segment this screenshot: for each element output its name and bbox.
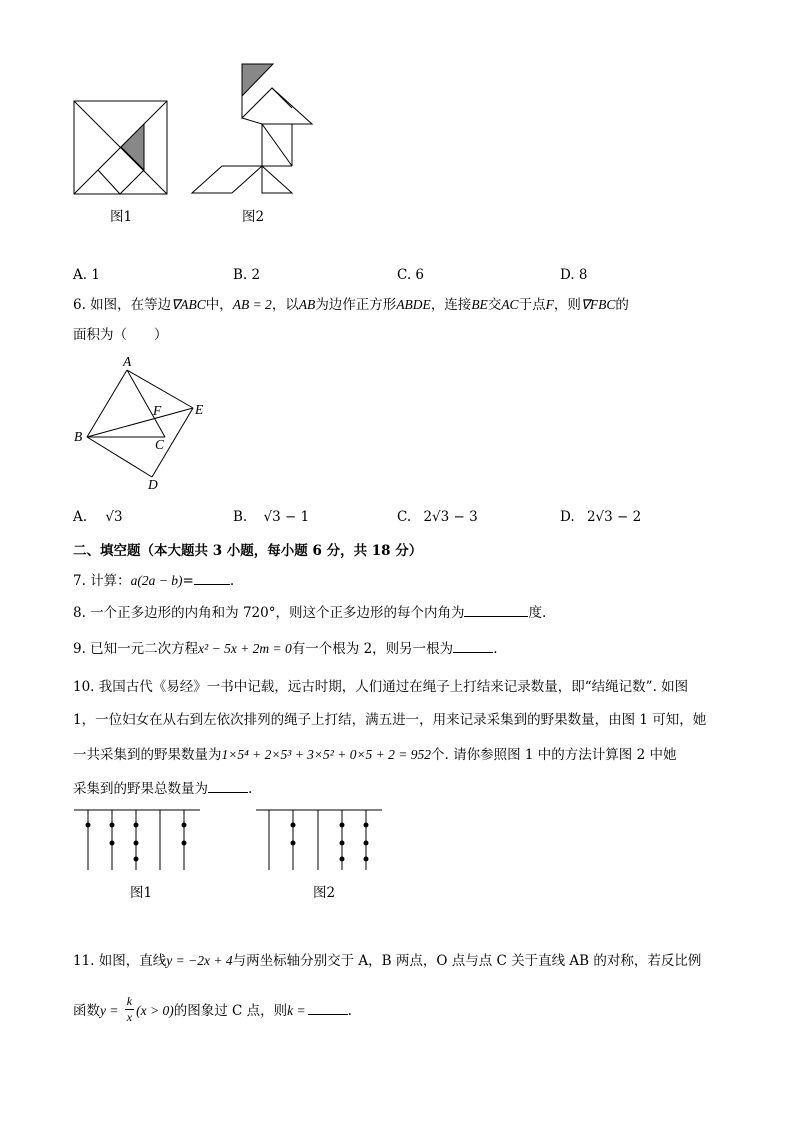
- q8: 8. 一个正多边形的内角和为 720°，则这个正多边形的每个内角为 度.: [73, 605, 547, 621]
- q10-line1: 10. 我国古代《易经》一书中记载，远古时期，人们通过在绳子上打结来记录数量，即“结绳记数”. 如图: [73, 679, 689, 695]
- point-f-label: F: [153, 403, 162, 418]
- q11-answer-blank[interactable]: [308, 1002, 348, 1015]
- fig1-label: 图1: [110, 209, 133, 225]
- point-d-label: D: [148, 477, 158, 492]
- knot-fig2-label: 图2: [313, 885, 336, 901]
- point-a-label: A: [123, 354, 132, 369]
- knot-fig1-label: 图1: [130, 885, 153, 901]
- q6-option-c[interactable]: C. 2√3 − 3: [397, 509, 478, 525]
- q6-option-a[interactable]: A. √3: [73, 509, 123, 525]
- q7: 7. 计算：a(2a − b)= .: [73, 573, 235, 589]
- q6-option-b[interactable]: B. √3 − 1: [233, 509, 310, 525]
- q5-option-c[interactable]: C. 6: [397, 267, 425, 283]
- q10-line2: 1，一位妇女在从右到左依次排列的绳子上打结，满五进一，用来记录采集到的野果数量，由图 1 可知，她: [73, 712, 707, 728]
- point-c-label: C: [155, 437, 165, 452]
- q10-line3: 一共采集到的野果数量为1×5⁴ + 2×5³ + 3×5² + 0×5 + 2 = 952个. 请你参照图 1 中的方法计算图 2 中她: [73, 747, 677, 763]
- q5-option-a[interactable]: A. 1: [73, 267, 100, 283]
- q5-option-b[interactable]: B. 2: [233, 267, 261, 283]
- q6-stem-line2: 面积为（ ）: [73, 327, 168, 343]
- point-b-label: B: [74, 429, 83, 444]
- q11-line2: 函数y = $\frac{k}{x}$ (x > 0)的图象过 C 点，则k = .: [73, 994, 352, 1024]
- point-e-label: E: [195, 402, 204, 417]
- fraction-k-over-x: $\frac{k}{x}$: [126, 994, 133, 1024]
- q6-option-d[interactable]: D. 2√3 − 2: [560, 509, 642, 525]
- q11-line1: 11. 如图，直线y = −2x + 4与两坐标轴分别交于 A，B 两点，O 点与点 C 关于直线 AB 的对称，若反比例: [73, 953, 702, 969]
- fig2-label: 图2: [242, 209, 265, 225]
- q9: 9. 已知一元二次方程x² − 5x + 2m = 0有一个根为 2，则另一根为 .: [73, 641, 498, 657]
- q10-line4: 采集到的野果总数量为 .: [73, 781, 253, 797]
- q6-stem-line1: 6. 如图，在等边∇ABC中，AB = 2，以AB为边作正方形ABDE，连接BE交AC于点F，则∇FBC的: [73, 297, 629, 313]
- q5-option-d[interactable]: D. 8: [560, 267, 588, 283]
- section-2-title: 二、填空题（本大题共 3 小题，每小题 6 分，共 18 分）: [73, 543, 423, 559]
